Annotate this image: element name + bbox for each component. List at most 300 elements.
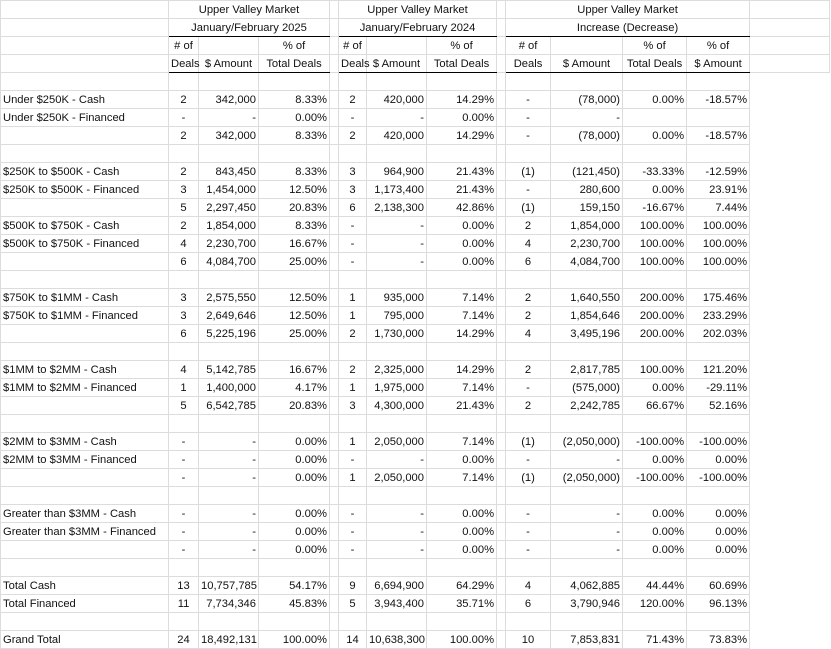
cell-pct-deals-2024: 7.14%	[427, 379, 497, 397]
cell-deals-2025: -	[169, 523, 199, 541]
cell-deals-diff	[506, 73, 551, 91]
cell-amount-2025: 2,649,646	[199, 307, 259, 325]
row-label	[1, 613, 169, 631]
cell-pct-deals-2024: 7.14%	[427, 469, 497, 487]
cell-amount-2025	[199, 559, 259, 577]
cell-amount-diff	[551, 559, 623, 577]
cell-pct-amount-diff: -100.00%	[687, 469, 750, 487]
cell-deals-2025: 3	[169, 307, 199, 325]
cell-pct-deals-2025: 8.33%	[259, 91, 330, 109]
cell-deals-2024	[339, 271, 367, 289]
table-row	[1, 451, 830, 469]
cell-amount-diff: 159,150	[551, 199, 623, 217]
cell-pct-amount-diff: -12.59%	[687, 163, 750, 181]
col-amount: $ Amount	[367, 55, 427, 73]
cell-pct-amount-diff: 100.00%	[687, 253, 750, 271]
cell-deals-2024: -	[339, 451, 367, 469]
cell-pct-amount-diff: 23.91%	[687, 181, 750, 199]
cell-pct-deals-diff: -100.00%	[623, 469, 687, 487]
cell-pct-deals-2024	[427, 559, 497, 577]
col-deals-top: # of	[506, 37, 551, 55]
cell-deals-2024: 2	[339, 127, 367, 145]
cell-amount-2024: 1,173,400	[367, 181, 427, 199]
cell-pct-amount-diff: 0.00%	[687, 451, 750, 469]
cell-amount-2025: 7,734,346	[199, 595, 259, 613]
cell-pct-amount-diff: -18.57%	[687, 127, 750, 145]
cell-amount-2024: 964,900	[367, 163, 427, 181]
cell-pct-deals-2024: 0.00%	[427, 217, 497, 235]
cell-deals-2025: -	[169, 541, 199, 559]
cell-pct-amount-diff	[687, 487, 750, 505]
cell-pct-deals-2024: 14.29%	[427, 127, 497, 145]
cell-amount-2025: -	[199, 523, 259, 541]
row-label: Under $250K - Cash	[1, 91, 169, 109]
cell-pct-amount-diff: 52.16%	[687, 397, 750, 415]
header-2025-period: January/February 2025	[169, 19, 330, 37]
cell-pct-deals-2024: 0.00%	[427, 109, 497, 127]
cell-pct-amount-diff: 121.20%	[687, 361, 750, 379]
table-row	[1, 577, 830, 595]
subtotal-row	[1, 253, 830, 271]
subtotal-row	[1, 127, 830, 145]
blank-row	[1, 271, 830, 289]
cell-pct-amount-diff: 202.03%	[687, 325, 750, 343]
cell-deals-diff: 2	[506, 307, 551, 325]
cell-pct-deals-diff	[623, 559, 687, 577]
blank-row	[1, 415, 830, 433]
cell-deals-2024: -	[339, 505, 367, 523]
cell-amount-2024: 420,000	[367, 91, 427, 109]
cell-pct-deals-2024: 0.00%	[427, 523, 497, 541]
col-deals: Deals	[169, 55, 199, 73]
cell-deals-2025	[169, 145, 199, 163]
cell-pct-amount-diff: -18.57%	[687, 91, 750, 109]
cell-deals-diff	[506, 613, 551, 631]
blank-row	[1, 613, 830, 631]
cell-amount-diff	[551, 415, 623, 433]
cell-pct-deals-2025: 54.17%	[259, 577, 330, 595]
row-label: Greater than $3MM - Cash	[1, 505, 169, 523]
cell-pct-deals-diff	[623, 343, 687, 361]
cell-pct-amount-diff	[687, 613, 750, 631]
row-label	[1, 397, 169, 415]
cell-pct-amount-diff	[687, 145, 750, 163]
cell-deals-diff: (1)	[506, 469, 551, 487]
cell-amount-2025: 2,575,550	[199, 289, 259, 307]
row-label: Under $250K - Financed	[1, 109, 169, 127]
cell-pct-amount-diff: -100.00%	[687, 433, 750, 451]
row-label	[1, 469, 169, 487]
row-label: Total Cash	[1, 577, 169, 595]
cell-deals-diff: (1)	[506, 199, 551, 217]
row-label	[1, 325, 169, 343]
cell-amount-diff	[551, 343, 623, 361]
blank-row	[1, 559, 830, 577]
cell-amount-diff: -	[551, 523, 623, 541]
cell-deals-diff: (1)	[506, 433, 551, 451]
col-pct-amount-top: % of	[687, 37, 750, 55]
cell-pct-deals-diff: 0.00%	[623, 91, 687, 109]
cell-pct-amount-diff: 0.00%	[687, 505, 750, 523]
cell-pct-deals-diff: 0.00%	[623, 379, 687, 397]
table-row	[1, 505, 830, 523]
cell-deals-2024	[339, 487, 367, 505]
cell-pct-deals-diff: 100.00%	[623, 361, 687, 379]
header-diff-period: Increase (Decrease)	[506, 19, 750, 37]
col-total-deals: Total Deals	[623, 55, 687, 73]
row-label: $2MM to $3MM - Cash	[1, 433, 169, 451]
cell-deals-2025: 4	[169, 235, 199, 253]
cell-amount-diff: (78,000)	[551, 91, 623, 109]
cell-deals-2024: 2	[339, 91, 367, 109]
cell-pct-deals-2025	[259, 271, 330, 289]
cell-pct-deals-diff	[623, 487, 687, 505]
cell-pct-deals-2024: 0.00%	[427, 505, 497, 523]
cell-pct-deals-diff: 0.00%	[623, 505, 687, 523]
cell-deals-2025: 6	[169, 325, 199, 343]
cell-deals-2025: 13	[169, 577, 199, 595]
subtotal-row	[1, 325, 830, 343]
cell-amount-2024: 935,000	[367, 289, 427, 307]
cell-deals-2025: 11	[169, 595, 199, 613]
cell-amount-2025: 1,454,000	[199, 181, 259, 199]
cell-pct-deals-diff: 100.00%	[623, 217, 687, 235]
cell-deals-2025: 4	[169, 361, 199, 379]
cell-amount-diff: (575,000)	[551, 379, 623, 397]
cell-deals-2025: 1	[169, 379, 199, 397]
cell-amount-2025: -	[199, 451, 259, 469]
cell-deals-diff: 4	[506, 577, 551, 595]
cell-deals-2024: -	[339, 235, 367, 253]
cell-amount-diff: 2,817,785	[551, 361, 623, 379]
row-label: Total Financed	[1, 595, 169, 613]
cell-amount-2024	[367, 73, 427, 91]
cell-pct-amount-diff: 0.00%	[687, 541, 750, 559]
cell-amount-2024	[367, 271, 427, 289]
table-row	[1, 217, 830, 235]
cell-amount-2024: -	[367, 253, 427, 271]
cell-deals-2024: -	[339, 109, 367, 127]
cell-pct-amount-diff	[687, 109, 750, 127]
cell-pct-deals-2025: 16.67%	[259, 361, 330, 379]
cell-amount-2024: 2,138,300	[367, 199, 427, 217]
cell-pct-deals-diff: -16.67%	[623, 199, 687, 217]
cell-pct-deals-diff: 0.00%	[623, 451, 687, 469]
header-row-3	[1, 37, 830, 55]
cell-amount-2024	[367, 487, 427, 505]
cell-amount-2025: -	[199, 541, 259, 559]
cell-amount-2025: 342,000	[199, 127, 259, 145]
cell-deals-diff	[506, 415, 551, 433]
cell-pct-deals-2025: 0.00%	[259, 469, 330, 487]
header-2024-title: Upper Valley Market	[339, 1, 497, 19]
cell-amount-2024	[367, 415, 427, 433]
cell-pct-deals-2025: 0.00%	[259, 451, 330, 469]
col-deals-top: # of	[169, 37, 199, 55]
cell-amount-2024: 6,694,900	[367, 577, 427, 595]
cell-amount-diff	[551, 613, 623, 631]
cell-amount-2024: 420,000	[367, 127, 427, 145]
blank-row	[1, 487, 830, 505]
cell-deals-2025	[169, 487, 199, 505]
cell-deals-2024: 2	[339, 325, 367, 343]
cell-amount-2024: -	[367, 523, 427, 541]
cell-amount-diff: 4,062,885	[551, 577, 623, 595]
cell-deals-2025: 6	[169, 253, 199, 271]
cell-deals-diff: -	[506, 379, 551, 397]
table-row	[1, 289, 830, 307]
cell-amount-2024: 1,730,000	[367, 325, 427, 343]
cell-pct-deals-2025	[259, 559, 330, 577]
cell-pct-deals-2025: 20.83%	[259, 199, 330, 217]
cell-pct-deals-diff: 0.00%	[623, 127, 687, 145]
cell-deals-2025: 3	[169, 181, 199, 199]
cell-pct-amount-diff	[687, 271, 750, 289]
cell-amount-2025: 843,450	[199, 163, 259, 181]
cell-pct-amount-diff: 175.46%	[687, 289, 750, 307]
cell-deals-diff: 4	[506, 235, 551, 253]
cell-pct-deals-diff	[623, 415, 687, 433]
cell-amount-diff	[551, 487, 623, 505]
cell-pct-deals-2025: 0.00%	[259, 109, 330, 127]
subtotal-row	[1, 631, 830, 649]
cell-deals-2024: 9	[339, 577, 367, 595]
cell-deals-2025	[169, 559, 199, 577]
cell-deals-2024: 1	[339, 307, 367, 325]
cell-amount-diff: 280,600	[551, 181, 623, 199]
cell-pct-deals-2025: 100.00%	[259, 631, 330, 649]
cell-deals-2024: 6	[339, 199, 367, 217]
cell-deals-2024	[339, 145, 367, 163]
cell-pct-amount-diff	[687, 73, 750, 91]
cell-amount-diff: 3,790,946	[551, 595, 623, 613]
row-label: $250K to $500K - Financed	[1, 181, 169, 199]
header-row-1	[1, 1, 830, 19]
cell-amount-2024: -	[367, 541, 427, 559]
cell-amount-2025: 5,225,196	[199, 325, 259, 343]
cell-deals-2025	[169, 343, 199, 361]
subtotal-row	[1, 397, 830, 415]
cell-pct-deals-diff: 44.44%	[623, 577, 687, 595]
cell-pct-amount-diff: 7.44%	[687, 199, 750, 217]
cell-pct-deals-2024: 35.71%	[427, 595, 497, 613]
cell-deals-2025	[169, 613, 199, 631]
cell-deals-2024: 2	[339, 361, 367, 379]
cell-pct-deals-diff: 200.00%	[623, 325, 687, 343]
row-label	[1, 487, 169, 505]
cell-deals-diff	[506, 271, 551, 289]
cell-deals-2025: 2	[169, 91, 199, 109]
cell-pct-deals-2024: 0.00%	[427, 451, 497, 469]
cell-deals-diff: -	[506, 109, 551, 127]
cell-deals-2024	[339, 415, 367, 433]
cell-pct-deals-2025: 25.00%	[259, 325, 330, 343]
cell-amount-2025	[199, 415, 259, 433]
cell-deals-diff: -	[506, 91, 551, 109]
table-row	[1, 109, 830, 127]
cell-amount-2024: 2,325,000	[367, 361, 427, 379]
col-pct-deals-top: % of	[259, 37, 330, 55]
cell-pct-deals-diff: 120.00%	[623, 595, 687, 613]
cell-amount-diff	[551, 271, 623, 289]
cell-amount-diff: 1,640,550	[551, 289, 623, 307]
cell-deals-diff	[506, 145, 551, 163]
cell-pct-deals-diff: -33.33%	[623, 163, 687, 181]
cell-pct-amount-diff	[687, 343, 750, 361]
cell-amount-2025: 6,542,785	[199, 397, 259, 415]
cell-pct-deals-2025: 0.00%	[259, 433, 330, 451]
cell-pct-deals-2025: 8.33%	[259, 217, 330, 235]
table-row	[1, 595, 830, 613]
cell-deals-diff: 2	[506, 217, 551, 235]
col-amount-pct: $ Amount	[687, 55, 750, 73]
cell-pct-deals-diff: 0.00%	[623, 523, 687, 541]
cell-deals-diff: -	[506, 541, 551, 559]
table-row	[1, 433, 830, 451]
cell-pct-deals-2025: 16.67%	[259, 235, 330, 253]
cell-amount-2024: -	[367, 451, 427, 469]
cell-pct-deals-2025: 8.33%	[259, 163, 330, 181]
row-label: $250K to $500K - Cash	[1, 163, 169, 181]
cell-deals-2024: -	[339, 217, 367, 235]
cell-deals-2025: 5	[169, 397, 199, 415]
col-amount: $ Amount	[551, 55, 623, 73]
blank-row	[1, 73, 830, 91]
blank-row	[1, 343, 830, 361]
cell-amount-2024: -	[367, 109, 427, 127]
row-label	[1, 253, 169, 271]
cell-pct-deals-2024: 21.43%	[427, 397, 497, 415]
cell-amount-2025: 4,084,700	[199, 253, 259, 271]
cell-pct-deals-diff: 66.67%	[623, 397, 687, 415]
cell-pct-deals-diff: -100.00%	[623, 433, 687, 451]
table-row	[1, 91, 830, 109]
cell-pct-amount-diff: 73.83%	[687, 631, 750, 649]
cell-amount-2024: -	[367, 505, 427, 523]
row-label	[1, 145, 169, 163]
cell-pct-deals-2024	[427, 415, 497, 433]
cell-amount-2024	[367, 559, 427, 577]
row-label: $500K to $750K - Financed	[1, 235, 169, 253]
cell-amount-2025	[199, 343, 259, 361]
row-label	[1, 199, 169, 217]
cell-amount-2025: 342,000	[199, 91, 259, 109]
cell-deals-diff: -	[506, 181, 551, 199]
cell-amount-2024: 795,000	[367, 307, 427, 325]
cell-deals-2024	[339, 613, 367, 631]
cell-amount-diff: (78,000)	[551, 127, 623, 145]
cell-pct-deals-2024: 14.29%	[427, 361, 497, 379]
cell-amount-diff: 7,853,831	[551, 631, 623, 649]
report-body	[1, 73, 830, 649]
cell-amount-diff: (2,050,000)	[551, 469, 623, 487]
cell-deals-2025: 5	[169, 199, 199, 217]
cell-pct-deals-2024: 64.29%	[427, 577, 497, 595]
cell-deals-2024: 1	[339, 469, 367, 487]
col-deals-top: # of	[339, 37, 367, 55]
cell-amount-2025: -	[199, 505, 259, 523]
col-pct-deals-top: % of	[623, 37, 687, 55]
cell-pct-deals-2024: 42.86%	[427, 199, 497, 217]
cell-deals-2024: 3	[339, 181, 367, 199]
cell-pct-deals-2024	[427, 487, 497, 505]
cell-deals-diff	[506, 487, 551, 505]
cell-pct-deals-2025: 12.50%	[259, 289, 330, 307]
cell-pct-deals-2024: 0.00%	[427, 541, 497, 559]
cell-pct-amount-diff: 233.29%	[687, 307, 750, 325]
cell-pct-deals-2025: 0.00%	[259, 505, 330, 523]
cell-pct-deals-diff	[623, 73, 687, 91]
cell-deals-diff: 2	[506, 289, 551, 307]
col-amount: $ Amount	[199, 55, 259, 73]
cell-pct-deals-diff: 71.43%	[623, 631, 687, 649]
cell-pct-deals-2025: 0.00%	[259, 523, 330, 541]
cell-amount-2024: 10,638,300	[367, 631, 427, 649]
col-deals: Deals	[339, 55, 367, 73]
table-row	[1, 163, 830, 181]
cell-amount-2025: 1,400,000	[199, 379, 259, 397]
cell-pct-amount-diff: 0.00%	[687, 523, 750, 541]
cell-deals-2025: -	[169, 433, 199, 451]
cell-pct-deals-2025: 20.83%	[259, 397, 330, 415]
row-label	[1, 343, 169, 361]
cell-deals-2024: 3	[339, 163, 367, 181]
row-label: $2MM to $3MM - Financed	[1, 451, 169, 469]
table-row	[1, 379, 830, 397]
cell-amount-2024: 4,300,000	[367, 397, 427, 415]
cell-amount-diff: (2,050,000)	[551, 433, 623, 451]
cell-deals-2024: -	[339, 523, 367, 541]
cell-deals-2025: -	[169, 469, 199, 487]
cell-deals-2025: -	[169, 451, 199, 469]
cell-deals-diff: (1)	[506, 163, 551, 181]
row-label	[1, 271, 169, 289]
cell-pct-deals-diff: 200.00%	[623, 289, 687, 307]
cell-pct-deals-2024: 7.14%	[427, 307, 497, 325]
cell-amount-2025: -	[199, 433, 259, 451]
cell-pct-deals-2024	[427, 145, 497, 163]
col-total-deals: Total Deals	[427, 55, 497, 73]
cell-deals-diff	[506, 343, 551, 361]
cell-amount-diff: -	[551, 505, 623, 523]
cell-amount-2024	[367, 145, 427, 163]
row-label: $1MM to $2MM - Financed	[1, 379, 169, 397]
cell-pct-deals-2025	[259, 73, 330, 91]
cell-pct-deals-2025	[259, 343, 330, 361]
cell-deals-2024	[339, 343, 367, 361]
cell-amount-diff: (121,450)	[551, 163, 623, 181]
row-label	[1, 127, 169, 145]
cell-amount-diff	[551, 73, 623, 91]
cell-pct-deals-2025	[259, 145, 330, 163]
cell-pct-deals-2024	[427, 73, 497, 91]
cell-deals-diff: 6	[506, 595, 551, 613]
cell-amount-2024	[367, 613, 427, 631]
cell-pct-deals-2025: 12.50%	[259, 307, 330, 325]
subtotal-row	[1, 541, 830, 559]
cell-pct-deals-2025: 8.33%	[259, 127, 330, 145]
cell-amount-diff: 2,242,785	[551, 397, 623, 415]
table-row	[1, 307, 830, 325]
row-label: $750K to $1MM - Financed	[1, 307, 169, 325]
header-2025-title: Upper Valley Market	[169, 1, 330, 19]
cell-deals-2024: 1	[339, 433, 367, 451]
cell-amount-2025	[199, 613, 259, 631]
table-row	[1, 181, 830, 199]
cell-pct-deals-diff	[623, 271, 687, 289]
cell-pct-deals-2024: 7.14%	[427, 289, 497, 307]
cell-pct-deals-2024	[427, 343, 497, 361]
